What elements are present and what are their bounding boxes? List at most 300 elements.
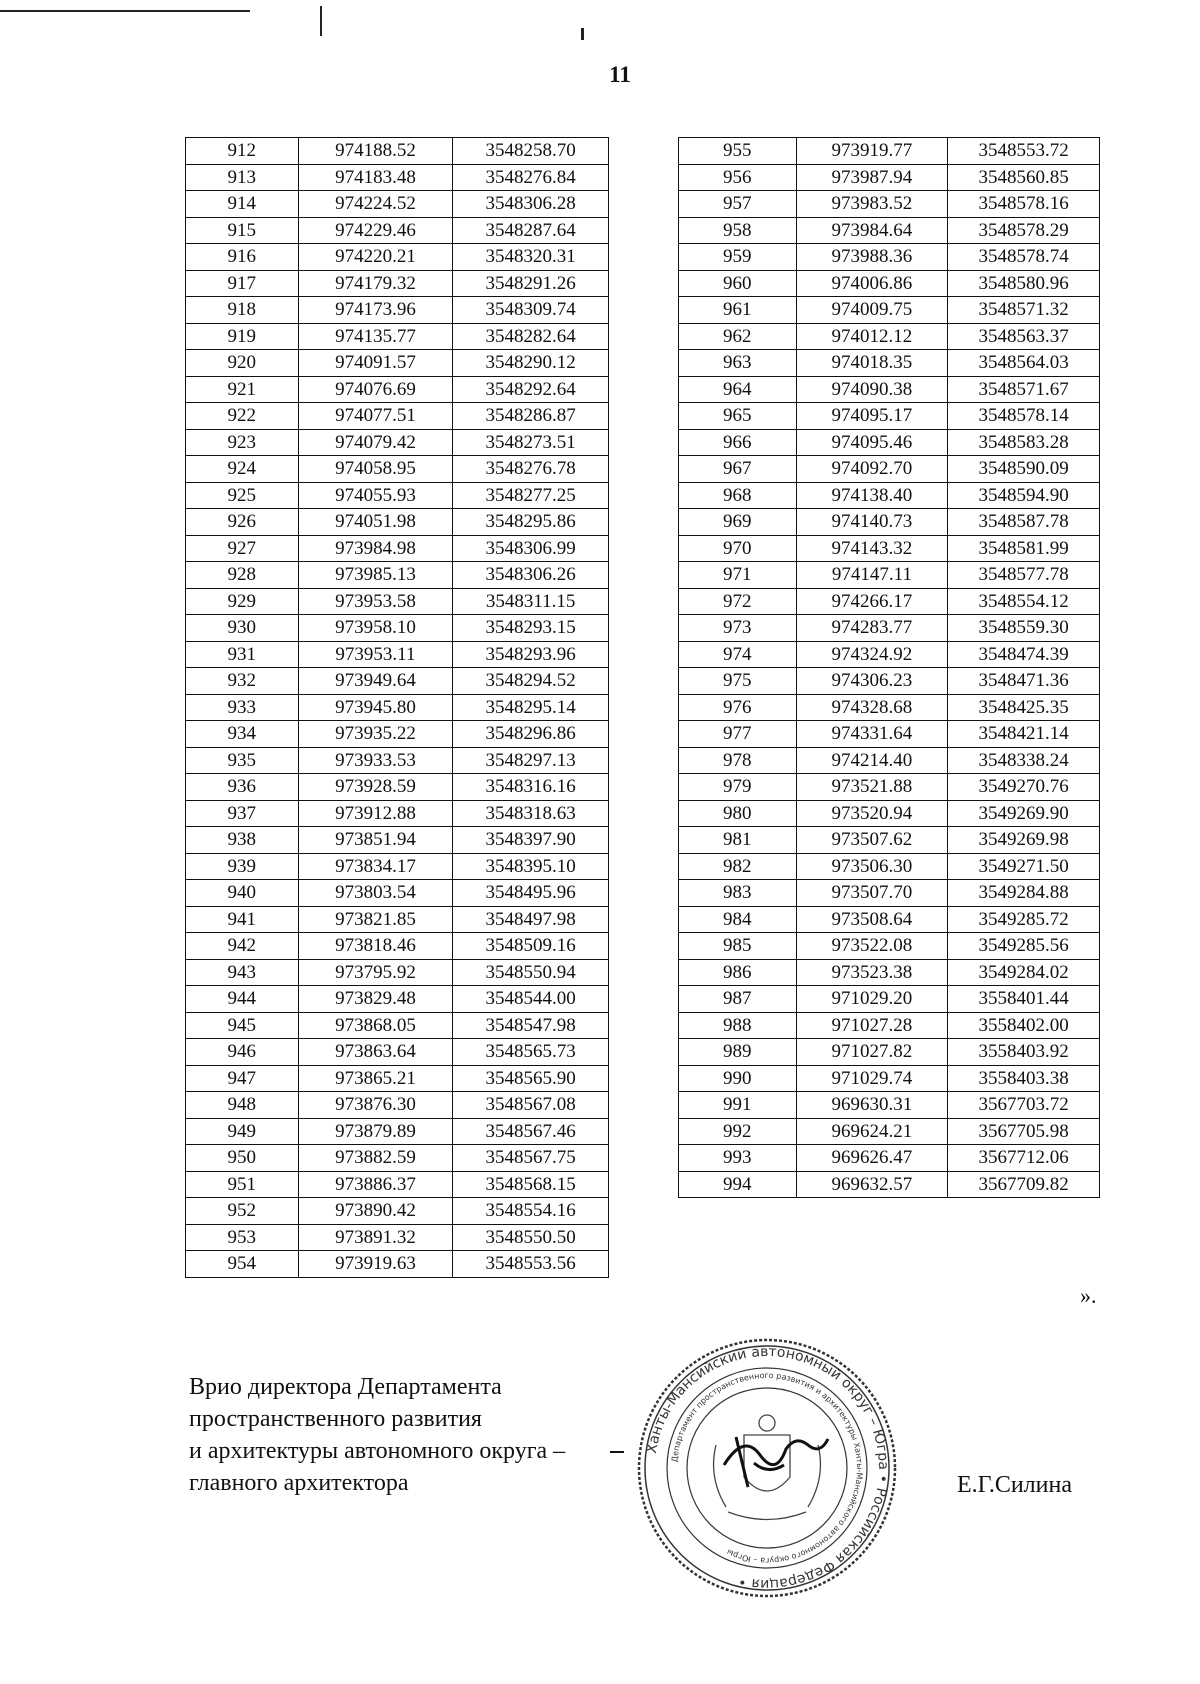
- point-number-cell: 945: [186, 1012, 299, 1039]
- table-row: [679, 615, 1100, 642]
- x-coordinate-cell: 974140.73: [796, 509, 948, 536]
- y-coordinate-cell: 3549269.98: [948, 827, 1100, 854]
- table-row: [679, 800, 1100, 827]
- table-row: [679, 588, 1100, 615]
- y-coordinate-cell: 3548296.86: [453, 721, 609, 748]
- x-coordinate-cell: 974090.38: [796, 376, 948, 403]
- x-coordinate-cell: 969626.47: [796, 1145, 948, 1172]
- page-number: 11: [609, 62, 631, 87]
- x-coordinate-cell: 969624.21: [796, 1118, 948, 1145]
- x-coordinate-cell: 973863.64: [298, 1039, 453, 1066]
- x-coordinate-cell: 974179.32: [298, 270, 453, 297]
- y-coordinate-cell: 3548567.08: [453, 1092, 609, 1119]
- y-coordinate-cell: 3548297.13: [453, 747, 609, 774]
- table-row: [186, 1012, 609, 1039]
- table-row: [186, 986, 609, 1013]
- point-number-cell: 921: [186, 376, 299, 403]
- x-coordinate-cell: 973919.77: [796, 138, 948, 165]
- point-number-cell: 994: [679, 1171, 797, 1198]
- x-coordinate-cell: 974058.95: [298, 456, 453, 483]
- y-coordinate-cell: 3549284.02: [948, 959, 1100, 986]
- table-row: [186, 721, 609, 748]
- x-coordinate-cell: 974051.98: [298, 509, 453, 536]
- point-number-cell: 965: [679, 403, 797, 430]
- y-coordinate-cell: 3548277.25: [453, 482, 609, 509]
- x-coordinate-cell: 973919.63: [298, 1251, 453, 1278]
- coat-of-arms-emblem: [714, 1415, 821, 1520]
- y-coordinate-cell: 3548583.28: [948, 429, 1100, 456]
- y-coordinate-cell: 3558401.44: [948, 986, 1100, 1013]
- point-number-cell: 959: [679, 244, 797, 271]
- table-row: [679, 1065, 1100, 1092]
- table-row: [679, 270, 1100, 297]
- x-coordinate-cell: 973953.11: [298, 641, 453, 668]
- table-row: [679, 509, 1100, 536]
- y-coordinate-cell: 3548578.74: [948, 244, 1100, 271]
- x-coordinate-cell: 974092.70: [796, 456, 948, 483]
- point-number-cell: 982: [679, 853, 797, 880]
- table-row: [186, 747, 609, 774]
- signatory-title: [189, 1371, 565, 1499]
- scan-artifact: [581, 28, 584, 40]
- x-coordinate-cell: 971027.82: [796, 1039, 948, 1066]
- point-number-cell: 990: [679, 1065, 797, 1092]
- table-row: [186, 376, 609, 403]
- point-number-cell: 941: [186, 906, 299, 933]
- point-number-cell: 977: [679, 721, 797, 748]
- table-row: [679, 297, 1100, 324]
- table-row: [679, 694, 1100, 721]
- table-row: [186, 774, 609, 801]
- point-number-cell: 971: [679, 562, 797, 589]
- x-coordinate-cell: 973983.52: [796, 191, 948, 218]
- y-coordinate-cell: 3548276.84: [453, 164, 609, 191]
- y-coordinate-cell: 3548273.51: [453, 429, 609, 456]
- point-number-cell: 964: [679, 376, 797, 403]
- table-row: [186, 959, 609, 986]
- x-coordinate-cell: 973985.13: [298, 562, 453, 589]
- y-coordinate-cell: 3548282.64: [453, 323, 609, 350]
- table-row: [679, 1145, 1100, 1172]
- y-coordinate-cell: 3548578.16: [948, 191, 1100, 218]
- x-coordinate-cell: 973984.98: [298, 535, 453, 562]
- y-coordinate-cell: 3548580.96: [948, 270, 1100, 297]
- x-coordinate-cell: 973987.94: [796, 164, 948, 191]
- signatory-title-line: Врио директора Департамента: [189, 1374, 502, 1400]
- point-number-cell: 966: [679, 429, 797, 456]
- point-number-cell: 980: [679, 800, 797, 827]
- y-coordinate-cell: 3548320.31: [453, 244, 609, 271]
- table-body: [679, 138, 1100, 1198]
- y-coordinate-cell: 3549285.72: [948, 906, 1100, 933]
- x-coordinate-cell: 974135.77: [298, 323, 453, 350]
- coordinates-table-right: [678, 137, 1100, 1198]
- table-row: [186, 906, 609, 933]
- point-number-cell: 917: [186, 270, 299, 297]
- x-coordinate-cell: 974143.32: [796, 535, 948, 562]
- x-coordinate-cell: 969630.31: [796, 1092, 948, 1119]
- point-number-cell: 985: [679, 933, 797, 960]
- table-row: [679, 1012, 1100, 1039]
- table-row: [679, 456, 1100, 483]
- table-row: [679, 827, 1100, 854]
- table-row: [679, 429, 1100, 456]
- x-coordinate-cell: 973865.21: [298, 1065, 453, 1092]
- point-number-cell: 933: [186, 694, 299, 721]
- y-coordinate-cell: 3548295.86: [453, 509, 609, 536]
- table-row: [679, 535, 1100, 562]
- x-coordinate-cell: 974091.57: [298, 350, 453, 377]
- table-row: [186, 138, 609, 165]
- x-coordinate-cell: 974306.23: [796, 668, 948, 695]
- point-number-cell: 960: [679, 270, 797, 297]
- table-row: [679, 1118, 1100, 1145]
- title-dash: [610, 1451, 624, 1453]
- x-coordinate-cell: 974266.17: [796, 588, 948, 615]
- x-coordinate-cell: 973521.88: [796, 774, 948, 801]
- x-coordinate-cell: 974229.46: [298, 217, 453, 244]
- y-coordinate-cell: 3567712.06: [948, 1145, 1100, 1172]
- point-number-cell: 947: [186, 1065, 299, 1092]
- table-row: [186, 244, 609, 271]
- x-coordinate-cell: 973851.94: [298, 827, 453, 854]
- point-number-cell: 929: [186, 588, 299, 615]
- point-number-cell: 969: [679, 509, 797, 536]
- y-coordinate-cell: 3548290.12: [453, 350, 609, 377]
- point-number-cell: 937: [186, 800, 299, 827]
- point-number-cell: 953: [186, 1224, 299, 1251]
- x-coordinate-cell: 974188.52: [298, 138, 453, 165]
- y-coordinate-cell: 3548571.67: [948, 376, 1100, 403]
- table-row: [679, 1171, 1100, 1198]
- point-number-cell: 976: [679, 694, 797, 721]
- x-coordinate-cell: 973795.92: [298, 959, 453, 986]
- y-coordinate-cell: 3549269.90: [948, 800, 1100, 827]
- y-coordinate-cell: 3548568.15: [453, 1171, 609, 1198]
- y-coordinate-cell: 3548587.78: [948, 509, 1100, 536]
- point-number-cell: 920: [186, 350, 299, 377]
- x-coordinate-cell: 974224.52: [298, 191, 453, 218]
- y-coordinate-cell: 3548550.50: [453, 1224, 609, 1251]
- point-number-cell: 939: [186, 853, 299, 880]
- point-number-cell: 951: [186, 1171, 299, 1198]
- table-row: [186, 562, 609, 589]
- point-number-cell: 992: [679, 1118, 797, 1145]
- y-coordinate-cell: 3548293.96: [453, 641, 609, 668]
- table-row: [186, 880, 609, 907]
- table-row: [679, 217, 1100, 244]
- table-row: [679, 164, 1100, 191]
- table-row: [186, 323, 609, 350]
- y-coordinate-cell: 3567705.98: [948, 1118, 1100, 1145]
- point-number-cell: 978: [679, 747, 797, 774]
- table-row: [679, 244, 1100, 271]
- x-coordinate-cell: 973949.64: [298, 668, 453, 695]
- y-coordinate-cell: 3548581.99: [948, 535, 1100, 562]
- point-number-cell: 913: [186, 164, 299, 191]
- table-row: [186, 853, 609, 880]
- x-coordinate-cell: 973886.37: [298, 1171, 453, 1198]
- x-coordinate-cell: 974324.92: [796, 641, 948, 668]
- table-row: [186, 1171, 609, 1198]
- seal-inner-text-path: Департамент пространственного развития и архитектуры Ханты-Мансийского автономного округа – Югры: [670, 1370, 865, 1566]
- x-coordinate-cell: 974077.51: [298, 403, 453, 430]
- x-coordinate-cell: 971027.28: [796, 1012, 948, 1039]
- x-coordinate-cell: 973876.30: [298, 1092, 453, 1119]
- point-number-cell: 970: [679, 535, 797, 562]
- y-coordinate-cell: 3548554.16: [453, 1198, 609, 1225]
- table-row: [679, 562, 1100, 589]
- point-number-cell: 950: [186, 1145, 299, 1172]
- table-row: [186, 615, 609, 642]
- point-number-cell: 942: [186, 933, 299, 960]
- point-number-cell: 958: [679, 217, 797, 244]
- point-number-cell: 967: [679, 456, 797, 483]
- y-coordinate-cell: 3548590.09: [948, 456, 1100, 483]
- point-number-cell: 912: [186, 138, 299, 165]
- y-coordinate-cell: 3567709.82: [948, 1171, 1100, 1198]
- x-coordinate-cell: 973507.70: [796, 880, 948, 907]
- point-number-cell: 989: [679, 1039, 797, 1066]
- point-number-cell: 961: [679, 297, 797, 324]
- y-coordinate-cell: 3548471.36: [948, 668, 1100, 695]
- y-coordinate-cell: 3548554.12: [948, 588, 1100, 615]
- point-number-cell: 975: [679, 668, 797, 695]
- table-row: [186, 1118, 609, 1145]
- table-row: [186, 1092, 609, 1119]
- point-number-cell: 986: [679, 959, 797, 986]
- x-coordinate-cell: 973507.62: [796, 827, 948, 854]
- x-coordinate-cell: 974214.40: [796, 747, 948, 774]
- point-number-cell: 974: [679, 641, 797, 668]
- table-row: [186, 1145, 609, 1172]
- y-coordinate-cell: 3567703.72: [948, 1092, 1100, 1119]
- point-number-cell: 931: [186, 641, 299, 668]
- seal-outer-text-path: Ханты-Мансийский автономный округ – Югра • Российская Федерация •: [643, 1343, 892, 1593]
- coordinates-table-left: [185, 137, 609, 1278]
- y-coordinate-cell: 3548276.78: [453, 456, 609, 483]
- table-row: [679, 1039, 1100, 1066]
- y-coordinate-cell: 3548258.70: [453, 138, 609, 165]
- table-row: [679, 350, 1100, 377]
- x-coordinate-cell: 973984.64: [796, 217, 948, 244]
- y-coordinate-cell: 3548316.16: [453, 774, 609, 801]
- table-row: [186, 1251, 609, 1278]
- point-number-cell: 935: [186, 747, 299, 774]
- table-row: [679, 906, 1100, 933]
- y-coordinate-cell: 3548306.26: [453, 562, 609, 589]
- table-row: [679, 191, 1100, 218]
- x-coordinate-cell: 974173.96: [298, 297, 453, 324]
- y-coordinate-cell: 3548567.46: [453, 1118, 609, 1145]
- y-coordinate-cell: 3548560.85: [948, 164, 1100, 191]
- point-number-cell: 918: [186, 297, 299, 324]
- table-row: [679, 933, 1100, 960]
- y-coordinate-cell: 3548397.90: [453, 827, 609, 854]
- x-coordinate-cell: 973829.48: [298, 986, 453, 1013]
- table-row: [679, 721, 1100, 748]
- x-coordinate-cell: 973890.42: [298, 1198, 453, 1225]
- point-number-cell: 934: [186, 721, 299, 748]
- table-row: [679, 747, 1100, 774]
- x-coordinate-cell: 974012.12: [796, 323, 948, 350]
- x-coordinate-cell: 973912.88: [298, 800, 453, 827]
- point-number-cell: 940: [186, 880, 299, 907]
- x-coordinate-cell: 973506.30: [796, 853, 948, 880]
- point-number-cell: 963: [679, 350, 797, 377]
- table-row: [186, 1198, 609, 1225]
- point-number-cell: 954: [186, 1251, 299, 1278]
- point-number-cell: 956: [679, 164, 797, 191]
- x-coordinate-cell: 973933.53: [298, 747, 453, 774]
- y-coordinate-cell: 3548294.52: [453, 668, 609, 695]
- table-body: [186, 138, 609, 1278]
- x-coordinate-cell: 974006.86: [796, 270, 948, 297]
- x-coordinate-cell: 973935.22: [298, 721, 453, 748]
- y-coordinate-cell: 3548594.90: [948, 482, 1100, 509]
- x-coordinate-cell: 973958.10: [298, 615, 453, 642]
- table-row: [186, 482, 609, 509]
- signatory-title-line: и архитектуры автономного округа –: [189, 1438, 566, 1464]
- y-coordinate-cell: 3548338.24: [948, 747, 1100, 774]
- table-row: [679, 1092, 1100, 1119]
- table-row: [186, 217, 609, 244]
- table-row: [186, 535, 609, 562]
- table-row: [186, 827, 609, 854]
- table-row: [186, 456, 609, 483]
- y-coordinate-cell: 3548286.87: [453, 403, 609, 430]
- y-coordinate-cell: 3548553.72: [948, 138, 1100, 165]
- x-coordinate-cell: 974095.17: [796, 403, 948, 430]
- x-coordinate-cell: 971029.74: [796, 1065, 948, 1092]
- x-coordinate-cell: 973803.54: [298, 880, 453, 907]
- point-number-cell: 919: [186, 323, 299, 350]
- point-number-cell: 962: [679, 323, 797, 350]
- point-number-cell: 993: [679, 1145, 797, 1172]
- point-number-cell: 957: [679, 191, 797, 218]
- y-coordinate-cell: 3548425.35: [948, 694, 1100, 721]
- y-coordinate-cell: 3548578.14: [948, 403, 1100, 430]
- x-coordinate-cell: 973891.32: [298, 1224, 453, 1251]
- y-coordinate-cell: 3548293.15: [453, 615, 609, 642]
- point-number-cell: 981: [679, 827, 797, 854]
- y-coordinate-cell: 3548309.74: [453, 297, 609, 324]
- point-number-cell: 991: [679, 1092, 797, 1119]
- scan-artifact: [0, 10, 250, 12]
- x-coordinate-cell: 974331.64: [796, 721, 948, 748]
- x-coordinate-cell: 974183.48: [298, 164, 453, 191]
- point-number-cell: 924: [186, 456, 299, 483]
- y-coordinate-cell: 3548306.99: [453, 535, 609, 562]
- x-coordinate-cell: 973879.89: [298, 1118, 453, 1145]
- x-coordinate-cell: 974095.46: [796, 429, 948, 456]
- y-coordinate-cell: 3548553.56: [453, 1251, 609, 1278]
- point-number-cell: 932: [186, 668, 299, 695]
- table-row: [679, 323, 1100, 350]
- x-coordinate-cell: 971029.20: [796, 986, 948, 1013]
- x-coordinate-cell: 974147.11: [796, 562, 948, 589]
- y-coordinate-cell: 3548544.00: [453, 986, 609, 1013]
- point-number-cell: 936: [186, 774, 299, 801]
- y-coordinate-cell: 3548497.98: [453, 906, 609, 933]
- table-row: [679, 138, 1100, 165]
- table-row: [679, 482, 1100, 509]
- point-number-cell: 925: [186, 482, 299, 509]
- table-row: [679, 880, 1100, 907]
- table-row: [679, 959, 1100, 986]
- x-coordinate-cell: 974328.68: [796, 694, 948, 721]
- x-coordinate-cell: 973818.46: [298, 933, 453, 960]
- y-coordinate-cell: 3548287.64: [453, 217, 609, 244]
- x-coordinate-cell: 973928.59: [298, 774, 453, 801]
- y-coordinate-cell: 3548564.03: [948, 350, 1100, 377]
- x-coordinate-cell: 974138.40: [796, 482, 948, 509]
- table-row: [186, 297, 609, 324]
- point-number-cell: 984: [679, 906, 797, 933]
- point-number-cell: 952: [186, 1198, 299, 1225]
- y-coordinate-cell: 3548291.26: [453, 270, 609, 297]
- point-number-cell: 955: [679, 138, 797, 165]
- y-coordinate-cell: 3549271.50: [948, 853, 1100, 880]
- y-coordinate-cell: 3548563.37: [948, 323, 1100, 350]
- table-row: [186, 1039, 609, 1066]
- official-seal: [636, 1337, 898, 1599]
- table-row: [679, 641, 1100, 668]
- point-number-cell: 938: [186, 827, 299, 854]
- table-row: [186, 164, 609, 191]
- y-coordinate-cell: 3548318.63: [453, 800, 609, 827]
- y-coordinate-cell: 3558402.00: [948, 1012, 1100, 1039]
- handwritten-signature: [724, 1437, 828, 1487]
- signatory-name: Е.Г.Силина: [957, 1472, 1072, 1498]
- point-number-cell: 979: [679, 774, 797, 801]
- table-row: [186, 668, 609, 695]
- y-coordinate-cell: 3548559.30: [948, 615, 1100, 642]
- point-number-cell: 988: [679, 1012, 797, 1039]
- x-coordinate-cell: 973953.58: [298, 588, 453, 615]
- point-number-cell: 916: [186, 244, 299, 271]
- table-row: [186, 429, 609, 456]
- x-coordinate-cell: 973522.08: [796, 933, 948, 960]
- table-row: [679, 986, 1100, 1013]
- x-coordinate-cell: 973945.80: [298, 694, 453, 721]
- x-coordinate-cell: 973882.59: [298, 1145, 453, 1172]
- x-coordinate-cell: 974283.77: [796, 615, 948, 642]
- scan-artifact: [320, 6, 322, 36]
- x-coordinate-cell: 973834.17: [298, 853, 453, 880]
- signatory-title-line: пространственного развития: [189, 1406, 482, 1432]
- x-coordinate-cell: 973523.38: [796, 959, 948, 986]
- y-coordinate-cell: 3548571.32: [948, 297, 1100, 324]
- y-coordinate-cell: 3549270.76: [948, 774, 1100, 801]
- point-number-cell: 987: [679, 986, 797, 1013]
- y-coordinate-cell: 3558403.38: [948, 1065, 1100, 1092]
- point-number-cell: 930: [186, 615, 299, 642]
- y-coordinate-cell: 3548577.78: [948, 562, 1100, 589]
- point-number-cell: 927: [186, 535, 299, 562]
- table-row: [186, 694, 609, 721]
- x-coordinate-cell: 973988.36: [796, 244, 948, 271]
- closing-quote: ».: [1080, 1283, 1097, 1308]
- y-coordinate-cell: 3548395.10: [453, 853, 609, 880]
- table-row: [186, 270, 609, 297]
- table-row: [186, 403, 609, 430]
- point-number-cell: 944: [186, 986, 299, 1013]
- y-coordinate-cell: 3548565.90: [453, 1065, 609, 1092]
- point-number-cell: 948: [186, 1092, 299, 1119]
- x-coordinate-cell: 974076.69: [298, 376, 453, 403]
- table-row: [186, 641, 609, 668]
